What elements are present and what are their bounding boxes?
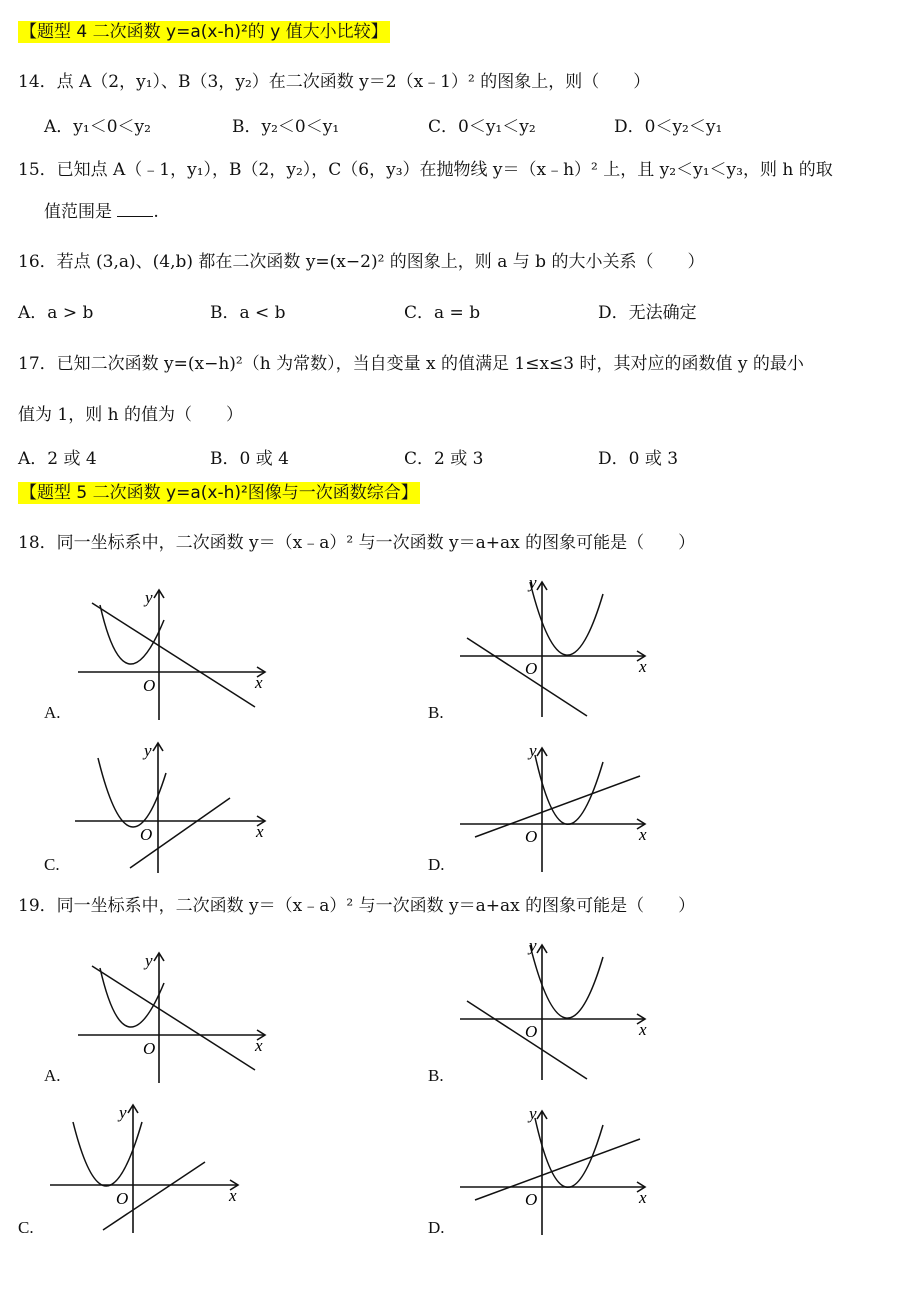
q14-option-b: B．y₂＜0＜y₁ <box>232 117 340 137</box>
x-axis-label: x <box>255 1036 263 1055</box>
origin-label: O <box>143 676 156 695</box>
question-17-line2: 值为 1，则 h 的值为（ ） <box>18 405 243 425</box>
q19-graph-b <box>455 935 665 1085</box>
q17-option-b: B．0 或 4 <box>210 449 289 469</box>
section-4-title: 【题型 4 二次函数 y=a(x-h)²的 y 值大小比较】 <box>20 22 388 42</box>
q17-option-a: A．2 或 4 <box>18 449 97 469</box>
q17-option-c: C．2 或 3 <box>404 449 484 469</box>
origin-label: O <box>525 1190 538 1209</box>
section-4-header <box>18 22 390 42</box>
y-axis-label: y <box>119 1103 127 1122</box>
q17-option-d: D．0 或 3 <box>598 449 679 469</box>
q16-option-a: A．a > b <box>18 303 94 323</box>
x-axis-label: x <box>639 657 647 676</box>
x-axis-label: x <box>255 673 263 692</box>
q18-graph-a <box>60 585 280 725</box>
q15-text: 值范围是 <box>44 202 112 222</box>
q18-option-c: C. <box>44 855 60 874</box>
x-axis-label: x <box>639 825 647 844</box>
origin-label: O <box>525 1022 538 1041</box>
q14-option-a: A．y₁＜0＜y₂ <box>44 117 151 137</box>
origin-label: O <box>143 1039 156 1058</box>
x-axis-label: x <box>639 1188 647 1207</box>
x-axis-label: x <box>229 1186 237 1205</box>
q16-option-d: D．无法确定 <box>598 303 697 323</box>
q15-end: . <box>153 202 159 222</box>
q19-graph-d <box>455 1103 665 1243</box>
q18-option-a: A. <box>44 703 61 722</box>
q16-option-b: B．a < b <box>210 303 286 323</box>
q18-graph-c <box>60 738 280 878</box>
q14-option-c: C．0＜y₁＜y₂ <box>428 117 536 137</box>
y-axis-label: y <box>529 741 537 760</box>
q19-option-d: D. <box>428 1218 445 1237</box>
y-axis-label: y <box>529 936 537 955</box>
q14-option-d: D．0＜y₂＜y₁ <box>614 117 723 137</box>
x-axis-label: x <box>256 822 264 841</box>
question-16: 16．若点 (3,a)、(4,b) 都在二次函数 y=(x−2)² 的图象上，则 a 与 b 的大小关系（ ） <box>18 252 705 272</box>
y-axis-label: y <box>529 1104 537 1123</box>
y-axis-label: y <box>144 741 152 760</box>
question-19: 19．同一坐标系中，二次函数 y＝（x﹣a）² 与一次函数 y＝a+ax 的图象可能是（ ） <box>18 896 696 916</box>
q18-graph-d <box>455 740 665 880</box>
answer-blank <box>117 202 153 217</box>
question-17-line1: 17．已知二次函数 y=(x−h)²（h 为常数），当自变量 x 的值满足 1≤x≤3 时，其对应的函数值 y 的最小 <box>18 354 804 374</box>
section-5-header <box>18 483 420 503</box>
q18-graph-b <box>455 572 665 722</box>
y-axis-label: y <box>529 573 537 592</box>
origin-label: O <box>525 659 538 678</box>
q19-graph-a <box>60 948 280 1088</box>
x-axis-label: x <box>639 1020 647 1039</box>
origin-label: O <box>140 825 153 844</box>
y-axis-label: y <box>145 951 153 970</box>
q19-option-b: B. <box>428 1066 444 1085</box>
origin-label: O <box>116 1189 129 1208</box>
question-15-line1: 15．已知点 A（﹣1，y₁），B（2，y₂），C（6，y₃）在抛物线 y＝（x﹣h）² 上，且 y₂＜y₁＜y₃，则 h 的取 <box>18 160 833 180</box>
q16-option-c: C．a = b <box>404 303 481 323</box>
section-5-title: 【题型 5 二次函数 y=a(x-h)²图像与一次函数综合】 <box>20 483 418 503</box>
q18-option-b: B. <box>428 703 444 722</box>
q19-option-c: C. <box>18 1218 34 1237</box>
question-15-line2 <box>44 202 159 222</box>
question-18: 18．同一坐标系中，二次函数 y＝（x﹣a）² 与一次函数 y＝a+ax 的图象可能是（ ） <box>18 533 696 553</box>
q19-graph-c <box>40 1100 260 1240</box>
question-14: 14．点 A（2，y₁）、B（3，y₂）在二次函数 y＝2（x﹣1）² 的图象上，则（ ） <box>18 72 651 92</box>
q19-option-a: A. <box>44 1066 61 1085</box>
origin-label: O <box>525 827 538 846</box>
q18-option-d: D. <box>428 855 445 874</box>
y-axis-label: y <box>145 588 153 607</box>
